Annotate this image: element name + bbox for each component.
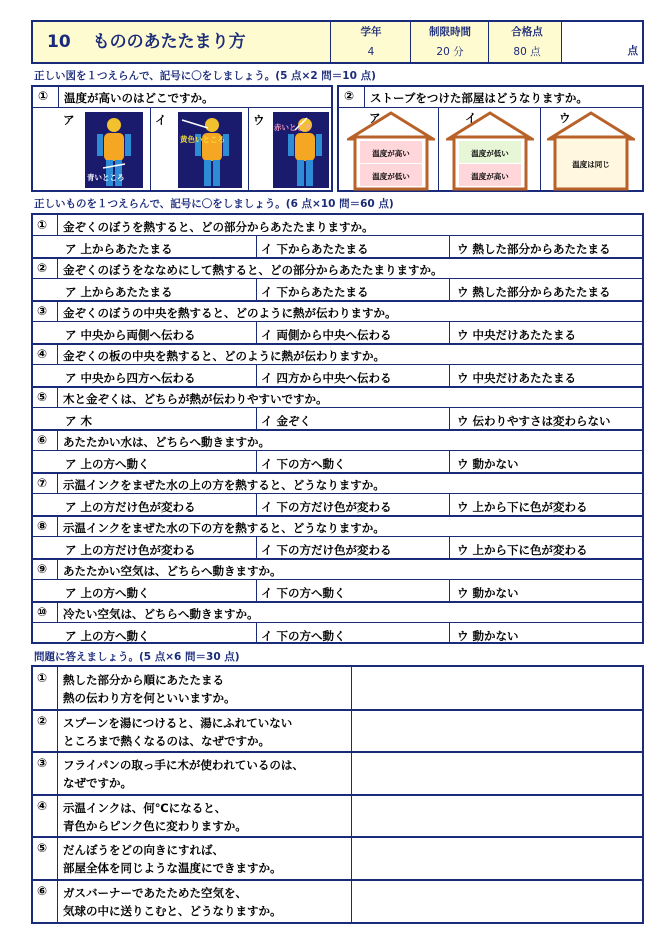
question-line-1: 示温インクは、何℃になると、 bbox=[63, 801, 227, 815]
row-inner-divider bbox=[33, 278, 642, 279]
question-line-2: 部屋全体を同じような温度にできますか。 bbox=[63, 861, 282, 875]
section3-instruction: 問題に答えましょう。(5 点×6 問＝30 点) bbox=[34, 651, 240, 663]
grade-value: 4 bbox=[367, 46, 375, 58]
house-c-middle-label: 温度は同じ bbox=[572, 160, 610, 169]
option-c[interactable]: ウ 動かない bbox=[457, 629, 519, 643]
score-unit: 点 bbox=[627, 45, 638, 57]
question-line-1: ガスバーナーであたためた空気を、 bbox=[63, 886, 247, 900]
number-divider bbox=[57, 559, 58, 579]
time-limit-cell bbox=[410, 22, 489, 62]
section1-q1-option-b-mark[interactable]: イ bbox=[155, 113, 167, 127]
row-divider bbox=[33, 386, 642, 388]
question-number: ① bbox=[37, 218, 48, 232]
option-divider bbox=[449, 365, 450, 386]
answer-field[interactable] bbox=[353, 838, 640, 878]
option-b[interactable]: イ 両側から中央へ伝わる bbox=[261, 328, 392, 342]
question-text: 示温インクをまぜた水の上の方を熱すると、どうなりますか。 bbox=[63, 478, 385, 492]
answer-field[interactable] bbox=[353, 796, 640, 836]
question-number: ⑤ bbox=[37, 390, 48, 404]
number-divider bbox=[57, 837, 58, 880]
pass-score-label: 合格点 bbox=[511, 26, 543, 38]
row-inner-divider bbox=[33, 364, 642, 365]
question-text: 示温インクをまぜた水の下の方を熱すると、どうなりますか。 bbox=[63, 521, 385, 535]
question-number: ⑨ bbox=[37, 562, 48, 576]
thermal-body-icon bbox=[178, 112, 242, 188]
section1-q2-option-a-mark[interactable]: ア bbox=[369, 111, 381, 125]
question-text: 金ぞくのぼうをななめにして熱すると、どの部分からあたたまりますか。 bbox=[63, 263, 443, 277]
answer-field[interactable] bbox=[353, 711, 640, 751]
row-inner-divider bbox=[33, 450, 642, 451]
question-line-2: 熱の伝わり方を何といいますか。 bbox=[63, 691, 236, 705]
pass-score-value: 80 点 bbox=[513, 46, 541, 58]
question-number: ⑦ bbox=[37, 476, 48, 490]
number-divider bbox=[57, 301, 58, 321]
option-b-label: 黄色いところ bbox=[180, 135, 225, 144]
row-inner-divider bbox=[33, 622, 642, 623]
question-line-1: だんぼうをどの向きにすれば、 bbox=[63, 843, 224, 857]
answer-divider bbox=[351, 880, 352, 923]
option-b[interactable]: イ 金ぞく bbox=[261, 414, 312, 428]
row-divider bbox=[33, 558, 642, 560]
question-line-2: 青色からピンク色に変わりますか。 bbox=[63, 819, 247, 833]
number-divider bbox=[57, 258, 58, 278]
option-divider bbox=[256, 494, 257, 515]
answer-divider bbox=[351, 710, 352, 753]
option-a[interactable]: ア 上の方へ動く bbox=[65, 586, 150, 600]
option-divider bbox=[256, 408, 257, 429]
question-line-1: 熱した部分から順にあたたまる bbox=[63, 673, 224, 687]
row-divider bbox=[33, 429, 642, 431]
question-number: ② bbox=[37, 714, 48, 728]
option-b[interactable]: イ 下の方だけ色が変わる bbox=[261, 500, 392, 514]
option-divider bbox=[256, 580, 257, 601]
number-divider bbox=[57, 710, 58, 753]
house-b-top-label: 温度が低い bbox=[471, 149, 509, 158]
question-text: 木と金ぞくは、どちらが熱が伝わりやすいですか。 bbox=[63, 392, 328, 406]
section2-table bbox=[31, 213, 644, 644]
thermal-figure-a[interactable] bbox=[85, 112, 143, 188]
option-c[interactable]: ウ 上から下に色が変わる bbox=[457, 500, 588, 514]
section1-q2-box bbox=[337, 85, 644, 192]
question-number: ④ bbox=[37, 347, 48, 361]
section1-q1-option-c-mark[interactable]: ウ bbox=[253, 113, 265, 127]
option-b[interactable]: イ 下からあたたまる bbox=[261, 242, 369, 256]
answer-field[interactable] bbox=[353, 753, 640, 793]
question-line-2: なぜですか。 bbox=[63, 776, 132, 790]
option-divider bbox=[256, 451, 257, 472]
row-inner-divider bbox=[33, 493, 642, 494]
question-text: あたたかい水は、どちらへ動きますか。 bbox=[63, 435, 270, 449]
number-divider bbox=[57, 602, 58, 622]
house-a-bottom-label: 温度が低い bbox=[372, 172, 410, 181]
option-divider bbox=[449, 451, 450, 472]
option-c[interactable]: ウ 動かない bbox=[457, 457, 519, 471]
section1-q2-option-c-mark[interactable]: ウ bbox=[559, 111, 571, 125]
worksheet-title-text: もののあたたまり方 bbox=[92, 32, 246, 52]
row-divider bbox=[33, 257, 642, 259]
number-divider bbox=[57, 473, 58, 493]
house-figure-a[interactable] bbox=[347, 111, 435, 191]
number-divider bbox=[57, 795, 58, 838]
option-a[interactable]: ア 上の方だけ色が変わる bbox=[65, 500, 196, 514]
option-c-label: 赤いところ bbox=[274, 123, 312, 132]
section1-q2-number: ② bbox=[344, 89, 355, 103]
row-divider bbox=[33, 601, 642, 603]
time-limit-label: 制限時間 bbox=[429, 26, 471, 38]
option-divider bbox=[256, 537, 257, 558]
answer-divider bbox=[351, 837, 352, 880]
number-divider bbox=[57, 880, 58, 923]
worksheet-header bbox=[31, 20, 644, 64]
option-a[interactable]: ア 中央から四方へ伝わる bbox=[65, 371, 196, 385]
option-divider bbox=[256, 322, 257, 343]
pass-score-cell bbox=[488, 22, 565, 62]
option-c[interactable]: ウ 伝わりやすさは変わらない bbox=[457, 414, 611, 428]
option-a[interactable]: ア 上からあたたまる bbox=[65, 285, 173, 299]
question-text: 金ぞくのぼうの中央を熱すると、どのように熱が伝わりますか。 bbox=[63, 306, 397, 320]
row-divider bbox=[33, 300, 642, 302]
section1-q2-text: ストーブをつけた部屋はどうなりますか。 bbox=[370, 91, 588, 105]
option-divider bbox=[449, 580, 450, 601]
answer-field[interactable] bbox=[353, 881, 640, 921]
option-c[interactable]: ウ 上から下に色が変わる bbox=[457, 543, 588, 557]
option-c[interactable]: ウ 動かない bbox=[457, 586, 519, 600]
section1-q2-option-b-mark[interactable]: イ bbox=[465, 111, 477, 125]
question-number: ② bbox=[37, 261, 48, 275]
question-number: ④ bbox=[37, 799, 48, 813]
worksheet-number: 10 bbox=[47, 32, 71, 52]
option-a[interactable]: ア 木 bbox=[65, 414, 93, 428]
option-a-label: 青いところ bbox=[87, 173, 125, 182]
row-divider bbox=[33, 472, 642, 474]
option-divider bbox=[449, 279, 450, 300]
question-line-2: 気球の中に送りこむと、どうなりますか。 bbox=[63, 904, 282, 918]
question-text: 金ぞくのぼうを熱すると、どの部分からあたたまりますか。 bbox=[63, 220, 374, 234]
number-divider bbox=[57, 667, 58, 710]
house-icon bbox=[547, 111, 635, 191]
option-divider bbox=[449, 623, 450, 644]
option-divider bbox=[449, 408, 450, 429]
question-number: ⑤ bbox=[37, 841, 48, 855]
answer-divider bbox=[351, 752, 352, 795]
question-line-1: フライパンの取っ手に木が使われているのは、 bbox=[63, 758, 304, 772]
option-a[interactable]: ア 上の方へ動く bbox=[65, 457, 150, 471]
row-inner-divider bbox=[33, 407, 642, 408]
row-divider bbox=[33, 515, 642, 517]
section1-q1-box bbox=[31, 85, 333, 192]
section1-q1-text: 温度が高いのはどこですか。 bbox=[64, 91, 214, 105]
answer-field[interactable] bbox=[353, 668, 640, 708]
question-text: 冷たい空気は、どちらへ動きますか。 bbox=[63, 607, 259, 621]
score-field[interactable] bbox=[561, 22, 642, 62]
house-a-top-label: 温度が高い bbox=[372, 149, 410, 158]
option-b[interactable]: イ 下の方へ動く bbox=[261, 629, 346, 643]
number-divider bbox=[57, 215, 58, 235]
row-inner-divider bbox=[33, 321, 642, 322]
option-a[interactable]: ア 上からあたたまる bbox=[65, 242, 173, 256]
option-divider bbox=[449, 537, 450, 558]
house-figure-c[interactable] bbox=[547, 111, 635, 191]
question-number: ⑥ bbox=[37, 433, 48, 447]
section1-q1-number: ① bbox=[38, 89, 49, 103]
option-divider bbox=[256, 236, 257, 257]
option-b[interactable]: イ 四方から中央へ伝わる bbox=[261, 371, 392, 385]
option-divider bbox=[449, 322, 450, 343]
house-figure-b[interactable] bbox=[446, 111, 534, 191]
section1-instruction: 正しい図を１つえらんで、記号に〇をしましょう。(5 点×2 問＝10 点) bbox=[34, 70, 376, 82]
question-number: ⑥ bbox=[37, 884, 48, 898]
option-c[interactable]: ウ 熱した部分からあたたまる bbox=[457, 285, 611, 299]
grade-cell bbox=[330, 22, 411, 62]
question-line-2: ところまで熱くなるのは、なぜですか。 bbox=[63, 734, 270, 748]
time-limit-value: 20 分 bbox=[436, 46, 464, 58]
option-c[interactable]: ウ 熱した部分からあたたまる bbox=[457, 242, 611, 256]
question-number: ⑩ bbox=[37, 605, 48, 619]
number-divider bbox=[57, 516, 58, 536]
option-divider bbox=[256, 279, 257, 300]
number-divider bbox=[57, 387, 58, 407]
option-a[interactable]: ア 中央から両側へ伝わる bbox=[65, 328, 196, 342]
answer-divider bbox=[351, 667, 352, 710]
question-number: ③ bbox=[37, 304, 48, 318]
section2-instruction: 正しいものを１つえらんで、記号に〇をしましょう。(6 点×10 問＝60 点) bbox=[34, 198, 394, 210]
row-inner-divider bbox=[33, 536, 642, 537]
row-divider bbox=[33, 343, 642, 345]
row-inner-divider bbox=[33, 579, 642, 580]
question-line-1: スプーンを湯につけると、湯にふれていない bbox=[63, 716, 293, 730]
option-divider bbox=[256, 623, 257, 644]
option-b[interactable]: イ 下からあたたまる bbox=[261, 285, 369, 299]
option-a[interactable]: ア 上の方だけ色が変わる bbox=[65, 543, 196, 557]
option-c[interactable]: ウ 中央だけあたたまる bbox=[457, 371, 577, 385]
row-inner-divider bbox=[33, 235, 642, 236]
section3-table bbox=[31, 665, 644, 924]
worksheet-title bbox=[33, 22, 330, 62]
thermal-figure-c[interactable] bbox=[273, 112, 329, 188]
number-divider bbox=[57, 344, 58, 364]
number-divider bbox=[57, 752, 58, 795]
question-number: ③ bbox=[37, 756, 48, 770]
option-c[interactable]: ウ 中央だけあたたまる bbox=[457, 328, 577, 342]
question-text: あたたかい空気は、どちらへ動きますか。 bbox=[63, 564, 282, 578]
option-a[interactable]: ア 上の方へ動く bbox=[65, 629, 150, 643]
house-b-bottom-label: 温度が高い bbox=[471, 172, 509, 181]
section1-q1-option-a-mark[interactable]: ア bbox=[63, 113, 75, 127]
option-divider bbox=[449, 236, 450, 257]
option-b[interactable]: イ 下の方へ動く bbox=[261, 586, 346, 600]
question-number: ⑧ bbox=[37, 519, 48, 533]
option-b[interactable]: イ 下の方へ動く bbox=[261, 457, 346, 471]
number-divider bbox=[57, 430, 58, 450]
option-divider bbox=[256, 365, 257, 386]
answer-divider bbox=[351, 795, 352, 838]
thermal-figure-b[interactable] bbox=[178, 112, 242, 188]
question-number: ① bbox=[37, 671, 48, 685]
grade-label: 学年 bbox=[360, 26, 382, 38]
option-b[interactable]: イ 下の方だけ色が変わる bbox=[261, 543, 392, 557]
question-text: 金ぞくの板の中央を熱すると、どのように熱が伝わりますか。 bbox=[63, 349, 385, 363]
option-divider bbox=[449, 494, 450, 515]
